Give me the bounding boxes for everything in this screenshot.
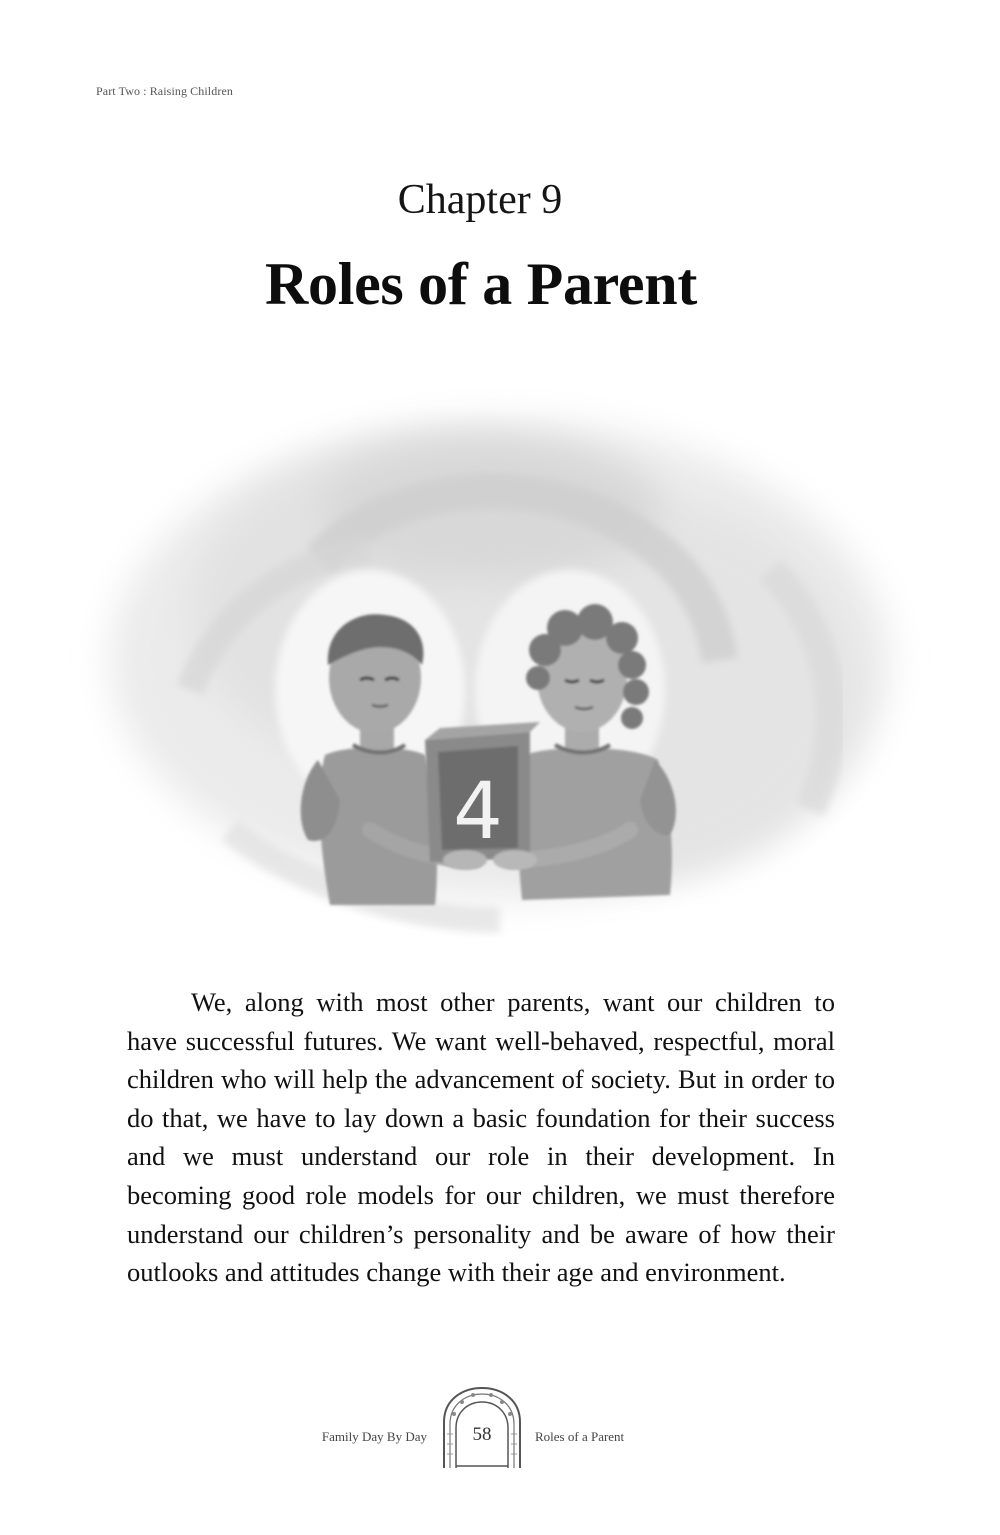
- chapter-label: Chapter 9: [397, 177, 563, 223]
- footer-book-title: Family Day By Day: [321, 1429, 427, 1444]
- body-paragraph: We, along with most other parents, want our children to have successful futures. We want well-behaved, respectful, moral children who will help the advancement of society. But in order to do that, we have to lay down a basic foundation for their success and we must understand our role in their development. In becoming good role models for our children, we must therefore understand our children’s personality and be aware of how their outlooks and attitudes change with their age and environment.: [127, 987, 835, 1288]
- page-number: 58: [472, 1424, 492, 1445]
- page-footer: [0, 1380, 1000, 1470]
- box-number: 4: [453, 767, 503, 857]
- chapter-title: Roles of a Parent: [264, 251, 698, 317]
- running-head: Part Two : Raising Children: [96, 84, 233, 98]
- chapter-illustration: [70, 360, 930, 960]
- footer-chapter-title: Roles of a Parent: [535, 1429, 625, 1444]
